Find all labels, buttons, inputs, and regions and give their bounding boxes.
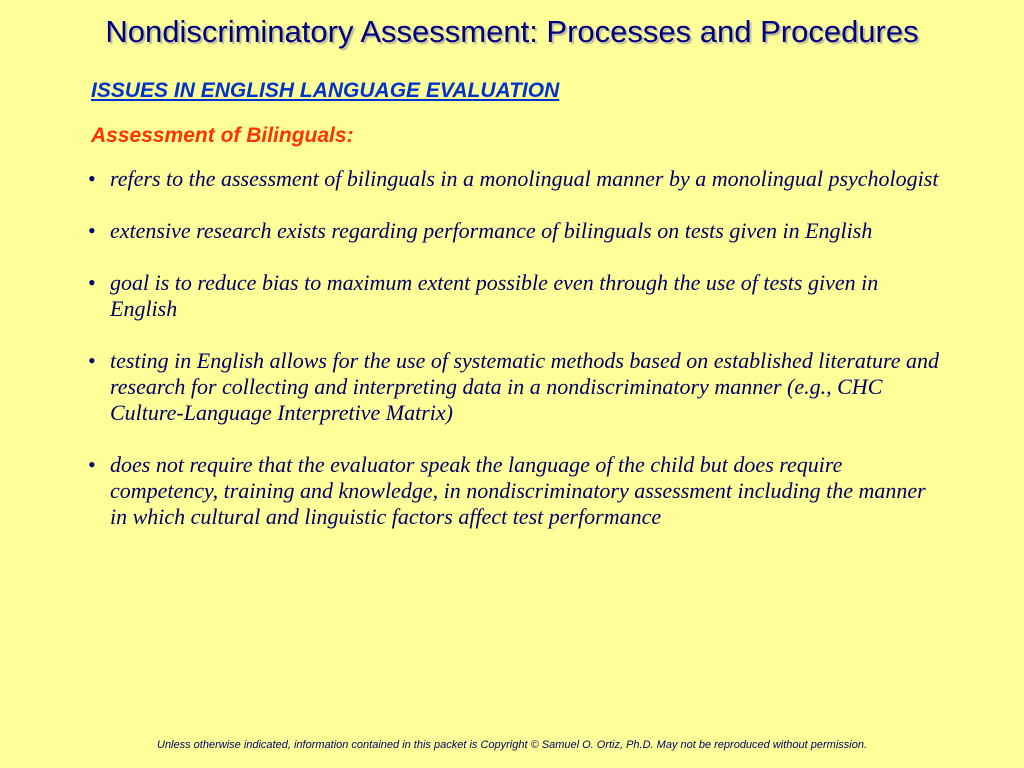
slide-title: Nondiscriminatory Assessment: Processes and Procedures [105,14,919,49]
sub-heading: Assessment of Bilinguals: [91,124,354,147]
bullet-list [88,166,946,556]
bullet-item-1 [88,166,946,192]
bullet-item-4 [88,348,946,426]
bullet-text: refers to the assessment of bilinguals in a monolingual manner by a monolingual psychologist [110,166,939,191]
bullet-icon: • [88,218,96,243]
bullet-text: extensive research exists regarding performance of bilinguals on tests given in English [110,218,873,243]
bullet-text: does not require that the evaluator speak the language of the child but does require competency, training and knowledge, in nondiscriminatory assessment including the manner in which cultural and linguistic factors affect test performance [110,452,926,529]
bullet-icon: • [88,348,96,373]
bullet-icon: • [88,452,96,477]
bullet-item-5 [88,452,946,530]
bullet-text: testing in English allows for the use of systematic methods based on established literature and research for collecting and interpreting data in a nondiscriminatory manner (e.g., CHC Culture-Language Interpretive Matrix) [110,348,940,425]
bullet-icon: • [88,270,96,295]
bullet-item-2 [88,218,946,244]
copyright-footer: Unless otherwise indicated, information contained in this packet is Copyright © Samuel O. Ortiz, Ph.D. May not be reproduced without permission. [157,739,867,751]
section-heading: ISSUES IN ENGLISH LANGUAGE EVALUATION [91,79,560,102]
bullet-item-3 [88,270,946,322]
bullet-icon: • [88,166,96,191]
bullet-text: goal is to reduce bias to maximum extent possible even through the use of tests given in English [110,270,879,321]
